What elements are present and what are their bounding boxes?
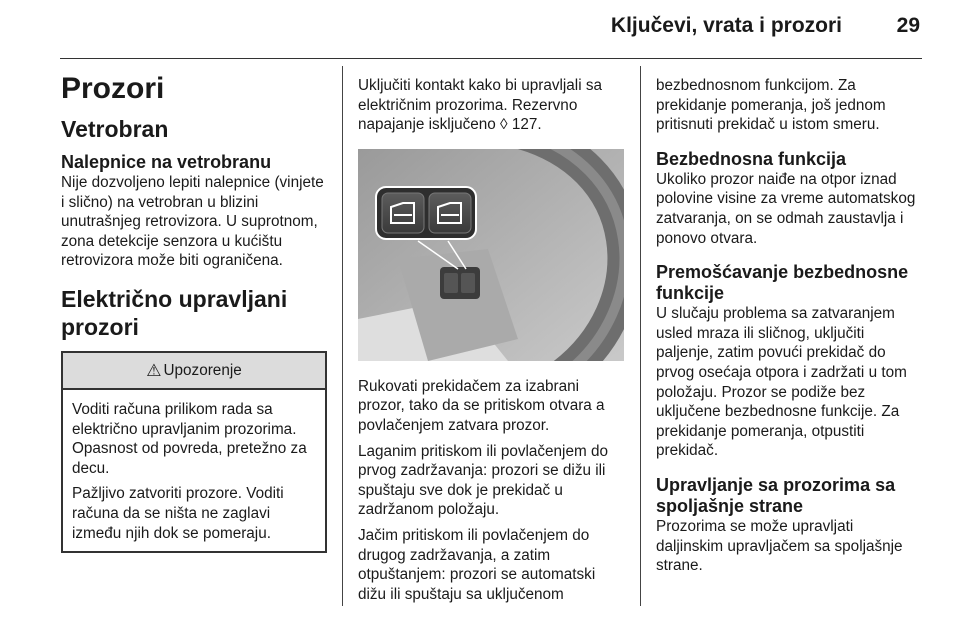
paragraph-rukovati: Rukovati prekidačem za izabrani prozor, tako da se pritiskom otvara a povlačenjem zatvara prozor. bbox=[358, 377, 605, 434]
paragraph-continuation: bezbednosnom funkcijom. Za prekidanje pomeranja, još jednom pritisnuti prekidač u istom smeru. bbox=[656, 77, 886, 134]
heading-upravljanje: Upravljanje sa prozorima sa spoljašnje strane bbox=[656, 474, 896, 516]
warning-box bbox=[61, 351, 327, 553]
paragraph-premoscavanje: U slučaju problema sa zatvaranjem usled mraza ili sličnog, uključiti paljenje, zatim povući prekidač do prvog osećaja otpora i zadržati u tom položaju. Prozor se podiže bez uključene bezbednosne funkcije. Za prekidanje pomeranja, otpustiti prekidač. bbox=[656, 305, 907, 460]
heading-premoscavanje: Premošćavanje bezbednosne funkcije bbox=[656, 262, 909, 304]
warning-title: Upozorenje bbox=[163, 361, 242, 379]
warning-header bbox=[63, 353, 325, 390]
column-divider-1 bbox=[342, 66, 343, 606]
column-3 bbox=[656, 76, 924, 582]
heading-nalepnice: Nalepnice na vetrobranu bbox=[61, 152, 272, 172]
column-2 bbox=[358, 76, 626, 610]
column-divider-2 bbox=[640, 66, 641, 606]
page-number: 29 bbox=[896, 14, 920, 37]
heading-elektricno: Električno upravljani prozori bbox=[61, 285, 288, 340]
paragraph-intro: Uključiti kontakt kako bi upravljali sa električnim prozorima. Rezervno napajanje isključeno ◊ 127. bbox=[358, 77, 603, 134]
header-title: Ključevi, vrata i prozori bbox=[610, 14, 842, 37]
warning-icon: ⚠ bbox=[146, 360, 162, 380]
paragraph-upravljanje: Prozorima se može upravljati daljinskim upravljačem sa spoljašnje strane. bbox=[656, 517, 903, 575]
header-rule bbox=[60, 58, 922, 59]
heading-prozori: Prozori bbox=[61, 72, 165, 105]
paragraph-laganim: Laganim pritiskom ili povlačenjem do prvog zadržavanja: prozori se dižu ili spuštaju sve dok je prekidač u zadržanom položaju. bbox=[358, 442, 608, 519]
window-switch-photo bbox=[358, 149, 624, 361]
column-1 bbox=[61, 68, 329, 553]
warning-paragraph-1: Voditi računa prilikom rada sa električno upravljanim prozorima. Opasnost od povreda, pretežno za decu. bbox=[72, 400, 307, 477]
paragraph-jacim: Jačim pritiskom ili povlačenjem do drugog zadržavanja, a zatim otpuštanjem: prozori se automatski dižu ili spuštaju sa uključenom bbox=[358, 526, 596, 603]
heading-bezbednosna: Bezbednosna funkcija bbox=[656, 148, 847, 169]
warning-paragraph-2: Pažljivo zatvoriti prozore. Voditi računa da se ništa ne zaglavi između njih dok se pomeraju. bbox=[72, 485, 284, 542]
paragraph-nalepnice: Nije dozvoljeno lepiti nalepnice (vinjete i slično) na vetrobran u blizini unutrašnjeg retrovizora. U suprotnom, zona detekcije senzora u kućištu retrovizora može biti ograničena. bbox=[61, 174, 324, 270]
paragraph-bezbednosna: Ukoliko prozor naiđe na otpor iznad polovine visine za vreme automatskog zatvaranja, on se odmah zaustavlja i ponovo otvara. bbox=[656, 170, 916, 247]
heading-vetrobran: Vetrobran bbox=[61, 116, 169, 142]
